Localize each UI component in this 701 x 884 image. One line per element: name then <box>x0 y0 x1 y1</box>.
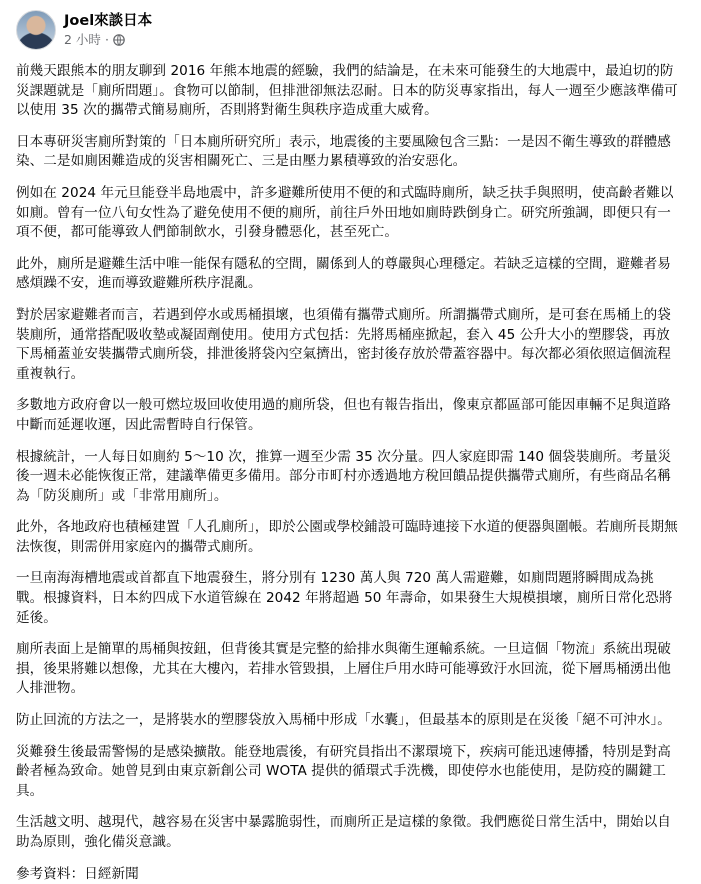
post-paragraph: 例如在 2024 年元旦能登半島地震中，許多避難所使用不便的和式臨時廁所，缺乏扶手與照明，使高齡者難以如廁。曾有一位八旬女性為了避免使用不便的廁所，前往戶外田地如廁時跌倒身亡。研究所強調，即便只有一項不便，都可能導致人們節制飲水，引發身體惡化，甚至死亡。 <box>16 184 674 241</box>
post-subline <box>64 32 152 48</box>
post-paragraph: 此外，廁所是避難生活中唯一能保有隱私的空間，關係到人的尊嚴與心理穩定。若缺乏這樣的空間，避難者易感煩躁不安，進而導致避難所秩序混亂。 <box>16 255 671 292</box>
post-body <box>16 62 689 884</box>
post-paragraph: 一旦南海海槽地震或首都直下地震發生，將分別有 1230 萬人與 720 萬人需避難，如廁問題將瞬間成為挑戰。根據資料，日本約四成下水道管線在 2042 年將超過 50 年壽命，如果發生大規模損壞，廁所日常化恐將延後。 <box>16 570 673 626</box>
post-paragraph: 此外，各地政府也積極建置「人孔廁所」，即於公園或學校鋪設可臨時連接下水道的便器與圍帳。若廁所長期無法恢復，則需併用家庭內的攜帶式廁所。 <box>16 519 678 555</box>
globe-icon[interactable] <box>113 34 125 46</box>
post-paragraph: 對於居家避難者而言，若遇到停水或馬桶損壞，也須備有攜帶式廁所。所謂攜帶式廁所，是可套在馬桶上的袋裝廁所，通常搭配吸收墊或凝固劑使用。使用方式包括：先將馬桶座掀起，套入 45 公升大小的塑膠袋，再放下馬桶蓋並安裝攜帶式廁所袋，排泄後將袋內空氣擠出，密封後存放於帶蓋容器中。每次都必須依照這個流程重複執行。 <box>16 306 671 382</box>
post-paragraph: 根據統計，一人每日如廁約 5〜10 次，推算一週至少需 35 次分量。四人家庭即需 140 個袋裝廁所。考量災後一週未必能恢復正常，建議準備更多備用。部分市町村亦透過地方稅回饋品提供攜帶式廁所，有些商品名稱為「防災廁所」或「非常用廁所」。 <box>16 448 672 504</box>
post-timestamp[interactable]: 2 小時 <box>64 32 101 47</box>
post-paragraph: 多數地方政府會以一般可燃垃圾回收使用過的廁所袋，但也有報告指出，像東京都區部可能因車輛不足與道路中斷而延遲收運，因此需暫時自行保管。 <box>16 397 671 433</box>
author-avatar[interactable] <box>16 10 56 50</box>
separator-dot: · <box>104 32 109 47</box>
post-paragraph: 災難發生後最需警惕的是感染擴散。能登地震後，有研究員指出不潔環境下，疾病可能迅速傳播，特別是對高齡者極為致命。她曾見到由東京新創公司 WOTA 提供的循環式手洗機，即使停水也能使用，是防疫的關鍵工具。 <box>16 743 671 799</box>
post-paragraph: 廁所表面上是簡單的馬桶與按鈕，但背後其實是完整的給排水與衛生運輸系統。一旦這個「物流」系統出現破損，後果將難以想像，尤其在大樓內，若排水管毀損，上層住戶用水時可能導致汙水回流，從下層馬桶湧出他人排泄物。 <box>16 641 671 697</box>
author-name[interactable]: Joel來談日本 <box>64 13 153 29</box>
reference-source: 參考資料：日經新聞 <box>16 865 139 882</box>
post-paragraph: 防止回流的方法之一，是將裝水的塑膠袋放入馬桶中形成「水囊」，但最基本的原則是在災後「絕不可沖水」。 <box>16 712 671 729</box>
post-paragraph: 生活越文明、越現代，越容易在災害中暴露脆弱性，而廁所正是這樣的象徵。我們應從日常生活中，開始以自助為原則，強化備災意識。 <box>16 814 671 850</box>
post-header <box>16 8 689 52</box>
post-paragraph: 日本專研災害廁所對策的「日本廁所研究所」表示，地震後的主要風險包含三點：一是因不衛生導致的群體感染、二是如廁困難造成的災害相關死亡、三是由壓力累積導致的治安惡化。 <box>16 133 671 170</box>
post-meta <box>64 12 152 48</box>
post-paragraph: 前幾天跟熊本的朋友聊到 2016 年熊本地震的經驗，我們的結論是，在未來可能發生的大地震中，最迫切的防災課題就是「廁所問題」。食物可以節制，但排泄卻無法忍耐。日本的防災專家指出，每人一週至少應該準備可以使用 35 次的攜帶式簡易廁所，否則將對衛生與秩序造成重大威脅。 <box>16 63 678 119</box>
